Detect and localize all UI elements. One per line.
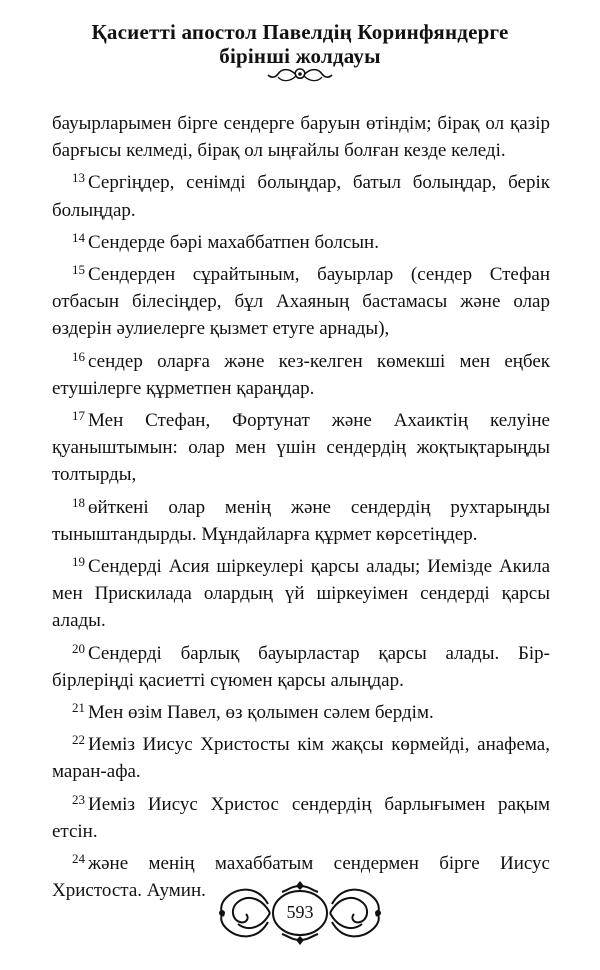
- verse-text: Сендерді Асия шіркеулері қарсы алады; Иемізде Акила мен Прискилада олардың үй шіркеуімен сендерді қарсы алады.: [52, 556, 550, 632]
- verse-21: [52, 694, 550, 726]
- verse-text: Мен Стефан, Фортунат және Ахаиктің келуіне қуаныштымын: олар мен үшін сендердің жоқтықтарыңды толтырды,: [52, 410, 550, 486]
- page-number: 593: [286, 902, 314, 922]
- verse-number: 20: [72, 640, 85, 656]
- verse-14: [52, 224, 550, 256]
- verse-text: Сендерде бәрі махаббатпен болсын.: [88, 231, 379, 253]
- verse-number: 17: [72, 408, 85, 424]
- verse-text: Иеміз Иисус Христос сендердің барлығымен рақым етсін.: [52, 793, 550, 842]
- verse-text: бауырларымен бірге сендерге баруын өтіндім; бірақ ол қазір барғысы келмеді, бірақ ол ыңғайлы болған кезде келеді.: [52, 113, 550, 162]
- verse-number: 18: [72, 494, 85, 510]
- verse-text: Мен өзім Павел, өз қолымен сәлем бердім.: [88, 702, 434, 724]
- verse-text: өйткені олар менің және сендердің рухтарыңды тыныштандырды. Мұндайларға құрмет көрсетіңдер.: [52, 496, 550, 545]
- verse-text: Сергіңдер, сенімді болыңдар, батыл болыңдар, берік болыңдар.: [52, 172, 550, 221]
- verse-number: 16: [72, 348, 85, 364]
- header-title-line1: Қасиетті апостол Павелдің Коринфяндерге: [91, 20, 509, 44]
- verse-number: 23: [72, 791, 85, 807]
- verse-text: Иеміз Иисус Христосты кім жақсы көрмейді, анафема, маран-афа.: [52, 734, 550, 783]
- verse-text: Сендерді барлық бауырластар қарсы алады. Бір-бірлеріңді қасиетті сүюмен қарсы алыңдар.: [52, 642, 550, 691]
- verse-15: [52, 256, 550, 343]
- verse-text-block: [52, 110, 550, 904]
- verse-number: 15: [72, 262, 85, 278]
- verse-number: 22: [72, 732, 85, 748]
- verse-20: [52, 635, 550, 694]
- verse-number: 19: [72, 554, 85, 570]
- verse-16: [52, 343, 550, 402]
- verse-19: [52, 548, 550, 635]
- page-header: [0, 20, 600, 68]
- verse-text: және менің махаббатым сендермен бірге Иисус Христоста. Аумин.: [52, 853, 550, 902]
- verse-number: 13: [72, 170, 85, 186]
- verse-13: [52, 164, 550, 223]
- verse-18: [52, 489, 550, 548]
- verse-text: сендер оларға және кез-келген көмекші мен еңбек етушілерге құрметпен қараңдар.: [52, 350, 550, 399]
- verse-23: [52, 786, 550, 845]
- header-ornament-icon: [266, 66, 334, 84]
- verse-22: [52, 726, 550, 785]
- verse-number: 14: [72, 229, 85, 245]
- verse-text: Сендерден сұрайтыным, бауырлар (сендер Стефан отбасын білесіңдер, бұл Ахаяның бастамасы және олар өздерін әулиелерге қызмет етуге арнады),: [52, 264, 550, 340]
- header-title-line2: бірінші жолдауы: [219, 44, 381, 68]
- verse-17: [52, 402, 550, 489]
- verse-continuation: [52, 110, 550, 164]
- verse-number: 24: [72, 851, 85, 867]
- verse-number: 21: [72, 700, 85, 716]
